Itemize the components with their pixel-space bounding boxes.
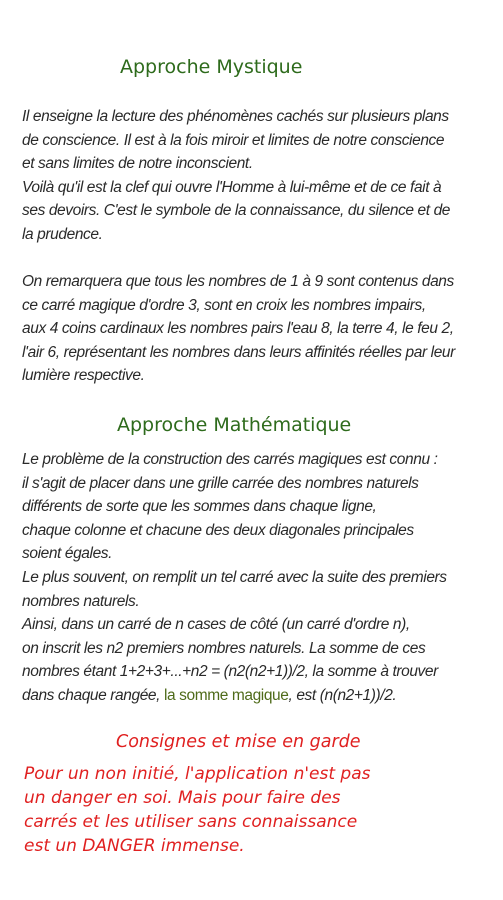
warning-line: Pour un non initié, l'application n'est pas bbox=[24, 764, 371, 784]
warning-line: est un DANGER immense. bbox=[24, 836, 245, 856]
text-line: nombres étant 1+2+3+...+n2 = (n2(n2+1))/2, la somme à trouver bbox=[22, 663, 438, 681]
text-segment: dans chaque rangée, bbox=[22, 686, 164, 704]
math-paragraph bbox=[22, 448, 492, 708]
text-line: soient égales. bbox=[22, 545, 113, 563]
text-line: l'air 6, représentant les nombres dans leurs affinités réelles par leur bbox=[22, 343, 455, 361]
mystic-paragraph-1 bbox=[22, 105, 492, 247]
text-line: il s'agit de placer dans une grille carrée des nombres naturels bbox=[22, 474, 419, 492]
mystic-paragraph-2 bbox=[22, 270, 492, 388]
warning-heading: Consignes et mise en garde bbox=[116, 732, 361, 752]
text-line: nombres naturels. bbox=[22, 592, 140, 610]
text-line: aux 4 coins cardinaux les nombres pairs l'eau 8, la terre 4, le feu 2, bbox=[22, 320, 454, 338]
text-segment: , est (n(n2+1))/2. bbox=[288, 686, 397, 704]
text-line: Le plus souvent, on remplit un tel carré avec la suite des premiers bbox=[22, 568, 447, 586]
text-line-last bbox=[22, 684, 492, 708]
text-line: On remarquera que tous les nombres de 1 à 9 sont contenus dans bbox=[22, 273, 454, 290]
warning-text bbox=[24, 762, 494, 858]
text-line: et sans limites de notre inconscient. bbox=[22, 155, 253, 173]
text-line: chaque colonne et chacune des deux diagonales principales bbox=[22, 521, 414, 539]
text-line: Il enseigne la lecture des phénomènes cachés sur plusieurs plans bbox=[22, 108, 449, 125]
magic-sum-highlight: la somme magique bbox=[163, 686, 289, 704]
text-line: ses devoirs. C'est le symbole de la connaissance, du silence et de bbox=[22, 202, 451, 220]
text-line: Voilà qu'il est la clef qui ouvre l'Homme à lui-même et de ce fait à bbox=[22, 178, 442, 196]
math-heading: Approche Mathématique bbox=[117, 414, 352, 436]
text-line: lumière respective. bbox=[22, 367, 145, 385]
mystic-heading: Approche Mystique bbox=[120, 56, 303, 78]
text-line: ce carré magique d'ordre 3, sont en croix les nombres impairs, bbox=[22, 296, 426, 314]
text-line: la prudence. bbox=[22, 225, 103, 243]
text-line: de conscience. Il est à la fois miroir et limites de notre conscience bbox=[22, 131, 445, 149]
text-line: on inscrit les n2 premiers nombres naturels. La somme de ces bbox=[22, 639, 426, 657]
text-line: Ainsi, dans un carré de n cases de côté (un carré d'ordre n), bbox=[22, 616, 410, 634]
warning-line: un danger en soi. Mais pour faire des bbox=[24, 788, 341, 808]
text-line: différents de sorte que les sommes dans chaque ligne, bbox=[22, 498, 377, 516]
text-line: Le problème de la construction des carrés magiques est connu : bbox=[22, 451, 438, 468]
warning-line: carrés et les utiliser sans connaissance bbox=[24, 812, 358, 832]
